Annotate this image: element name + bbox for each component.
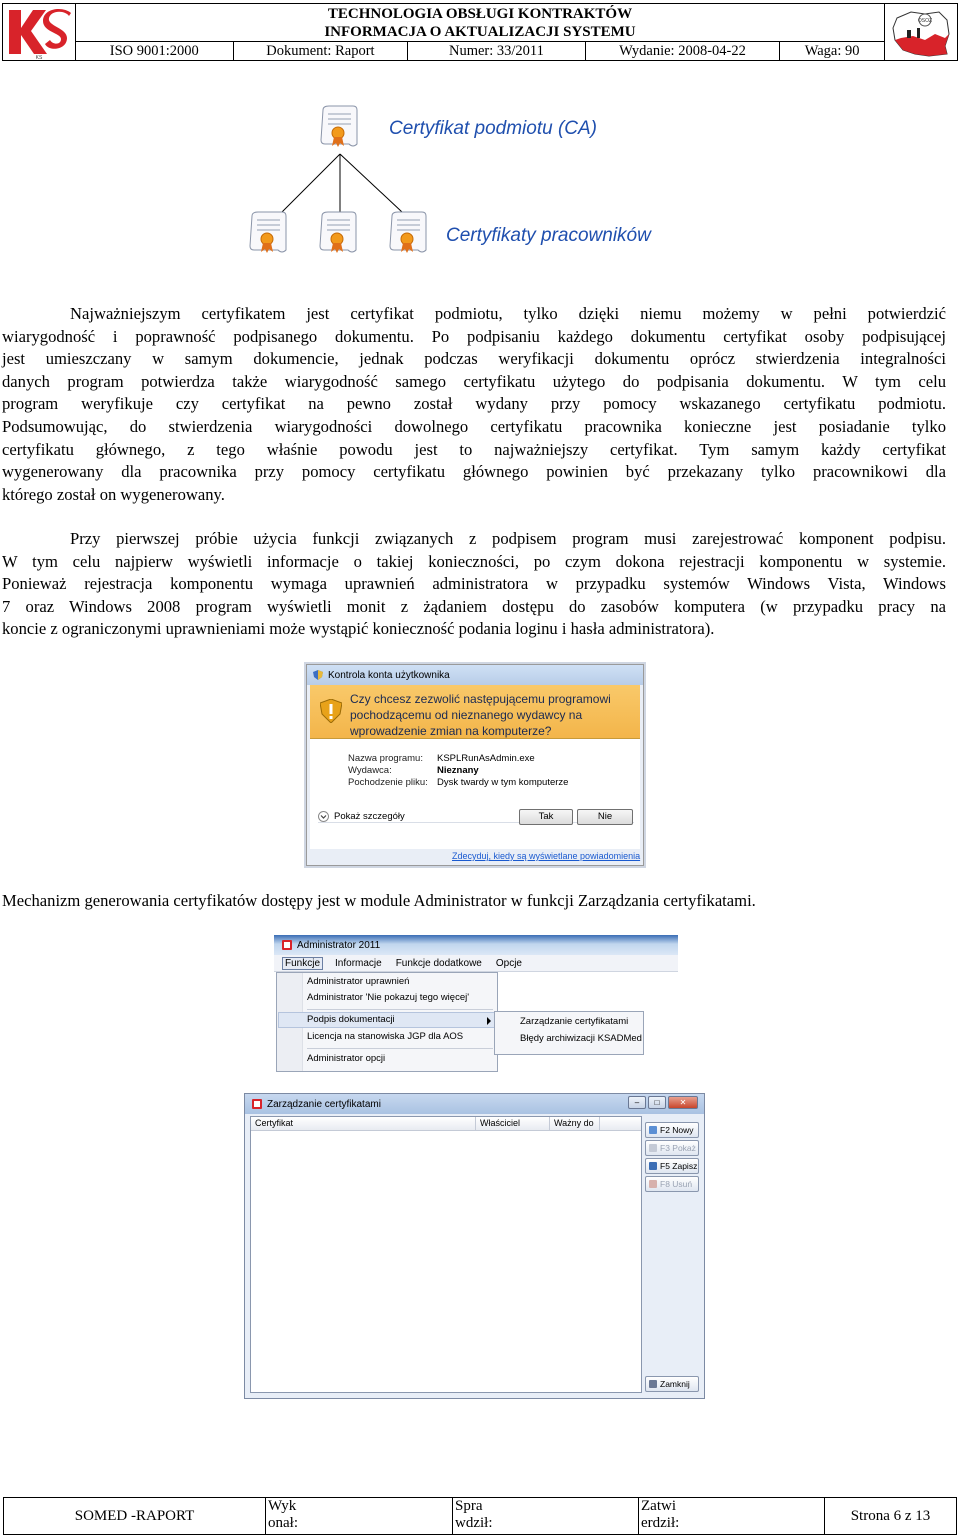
uac-question-line: wprowadzenie zmian na komputerze? [350,724,552,738]
text-line: koncie z ograniczonymi uprawnieniami może wystąpić konieczność podania loginu i hasła administratora). [2,619,715,639]
uac-program-info [348,753,568,789]
header-meta-row [76,42,884,60]
uac-warning-banner [310,685,640,739]
text-line: program weryfikuje czy certyfikat na pewno został wydany przy pomocy wskazanego certyfikatu podmiotu. [2,394,946,414]
uac-field-value: KSPLRunAsAdmin.exe [437,753,535,764]
submenu-arrow-icon [487,1017,491,1025]
text-line: wygenerowany dla pracownika przy pomocy certyfikatu głównego powinien być przekazany tylko pracownikowi dla [2,462,946,482]
menu-options[interactable]: Opcje [495,957,522,969]
warning-shield-icon [320,699,342,723]
close-button-label: Zamknij [660,1379,690,1389]
admin-menubar [274,955,678,972]
uac-field-key: Wydawca: [348,765,392,776]
menu-functions[interactable]: Funkcje [282,957,323,970]
ks-logo [3,4,76,60]
save-button-label: F5 Zapisz [660,1161,698,1171]
uac-body [310,739,640,849]
header-number: Numer: 33/2011 [408,42,586,60]
column-valid-to[interactable]: Ważny do [550,1117,600,1130]
footer-approved: Zatwi erdził: [639,1498,825,1534]
delete-certificate-button[interactable] [645,1176,699,1192]
cert-manager-title: Zarządzanie certyfikatami [267,1098,381,1110]
text-line: którego został on wygenerowany. [2,484,225,504]
header-weight: Waga: 90 [804,43,860,59]
window-controls [628,1096,698,1109]
text-line: jest umieszczany w samym dokumencie, jednak podczas weryfikacji dokumentu oprócz stwierdzenia integralności [2,349,946,369]
uac-question-line: Czy chcesz zezwolić następującemu programowi [350,692,611,706]
text-line: Ponieważ rejestracja komponentu wymaga uprawnień administratora w przypadku systemów Windows Vista, Windows [2,574,946,594]
close-button[interactable] [645,1376,699,1392]
document-footer [3,1497,957,1535]
text-line: W tym celu najpierw wyświetli informacje o takiej konieczności, po czym dokona rejestracji komponentu w systemie. [2,551,946,571]
svg-text:OSOZ: OSOZ [917,18,933,24]
cert-manager-titlebar [245,1094,704,1114]
uac-question-line: pochodzącemu od nieznanego wydawcy na [350,708,583,722]
minimize-icon[interactable]: – [628,1096,646,1109]
functions-dropdown [276,972,498,1072]
save-icon [649,1162,657,1170]
maximize-icon[interactable]: □ [648,1096,666,1109]
show-details-toggle[interactable] [318,811,405,822]
uac-field-row [348,765,568,777]
uac-question [350,691,611,739]
show-details-label: Pokaż szczegóły [334,811,405,822]
header-edition: Wydanie: 2008-04-22 [586,42,781,60]
employee-certificates-label: Certyfikaty pracowników [446,225,651,246]
document-header [2,3,958,61]
menu-item-options-admin[interactable]: Administrator opcji [307,1053,386,1064]
menu-information[interactable]: Informacje [335,957,382,969]
app-icon [252,1099,262,1109]
shield-icon [313,670,323,680]
paragraph-admin-module [2,890,946,913]
app-icon [282,940,292,950]
uac-field-row [348,753,568,765]
show-certificate-button[interactable] [645,1140,699,1156]
diagram-connector-right [340,154,402,212]
yes-button[interactable]: Tak [519,809,573,825]
text-line: 7 oraz Windows 2008 program wyświetli monit z żądaniem dostępu do zasobów komputera (w przypadku pracy na [2,596,946,616]
close-icon[interactable]: ✕ [668,1096,698,1109]
footer-executed: Wyk onał: [266,1498,453,1534]
header-title-line2: INFORMACJA O AKTUALIZACJI SYSTEMU [324,24,636,40]
header-iso: ISO 9001:2000 [76,42,234,60]
menu-additional-functions[interactable]: Funkcje dodatkowe [395,957,482,969]
admin-title: Administrator 2011 [297,939,381,951]
menu-item-jgp-license[interactable]: Licencja na stanowiska JGP dla AOS [307,1031,464,1042]
uac-field-value: Nieznany [437,765,479,776]
certificate-manager-screenshot [244,1093,705,1399]
paragraph-ca-importance [2,303,946,506]
paragraph-component-registration [2,528,946,641]
notification-settings-link[interactable]: Zdecyduj, kiedy są wyświetlane powiadomienia [452,851,641,861]
column-certificate[interactable]: Certyfikat [251,1117,476,1130]
employee-certificate-icon [390,212,426,253]
new-icon [649,1126,657,1134]
menu-separator [307,1009,493,1010]
uac-field-key: Pochodzenie pliku: [348,777,428,788]
admin-titlebar [274,935,678,955]
footer-page-number: Strona 6 z 13 [850,1508,931,1524]
svg-text:KS: KS [35,55,43,60]
uac-field-value: Dysk twardy w tym komputerze [437,777,569,788]
delete-icon [649,1180,657,1188]
osoz-logo [884,4,957,60]
text-line: Przy pierwszej próbie użycia funkcji związanych z podpisem program musi zarejestrować komponent podpisu. [70,529,946,548]
text-line: Mechanizm generowania certyfikatów dostępy jest w module Administrator w funkcji Zarządzania certyfikatami. [2,891,756,910]
column-owner[interactable]: Właściciel [476,1117,550,1130]
header-title [76,4,884,42]
header-title-line1: TECHNOLOGIA OBSŁUGI KONTRAKTÓW [327,6,633,22]
menu-item-archive-errors[interactable]: Błędy archiwizacji KSADMed [520,1033,642,1044]
close-door-icon [649,1380,657,1388]
diagram-connector-left [282,154,340,212]
text-line: wiarygodność i poprawność podpisanego dokumentu. Po podpisaniu każdego dokumentu certyfikat osoby podpisującej [2,326,946,346]
new-button-label: F2 Nowy [660,1125,694,1135]
menu-item-certificate-management[interactable]: Zarządzanie certyfikatami [520,1016,629,1027]
show-icon [649,1144,657,1152]
show-button-label: F3 Pokaż [660,1143,696,1153]
menu-item-document-signature[interactable]: Podpis dokumentacji [307,1014,395,1025]
menu-separator [307,1048,493,1049]
text-line: danych program potwierdza także wiarygodność samego certyfikatu użytego do podpisania dokumentu. W tym celu [2,371,946,391]
footer-checked: Spra wdził: [453,1498,639,1534]
ks-logo-icon [3,4,75,60]
certificate-list-header [251,1117,641,1131]
signature-submenu [494,1011,644,1055]
header-document: Dokument: Raport [234,42,409,60]
text-line: Podsumowując, do stwierdzenia wiarygodności dowolnego certyfikatu pracownika konieczne jest posiadanie tylko [2,416,946,436]
uac-titlebar [307,665,643,685]
new-certificate-button[interactable] [645,1122,699,1138]
footer-company: SOMED -RAPORT [4,1498,266,1534]
uac-dialog-screenshot [306,664,644,866]
chevron-down-icon [318,811,329,822]
administrator-menu-screenshot [274,935,678,1072]
uac-field-row [348,777,568,789]
employee-certificate-icon [250,212,286,253]
delete-button-label: F8 Usuń [660,1179,693,1189]
no-button[interactable]: Nie [577,809,633,825]
save-certificate-button[interactable] [645,1158,699,1174]
employee-certificate-icon [320,212,356,253]
poland-map-icon [885,4,957,60]
uac-field-key: Nazwa programu: [348,753,423,764]
menu-item-dont-show-admin[interactable]: Administrator 'Nie pokazuj tego więcej' [307,992,470,1003]
text-line: certyfikatu głównego, z tego właśnie powodu jest to najważniejszy certyfikat. Tym samym każdy certyfikat [2,439,946,459]
root-certificate-icon [321,106,357,147]
menu-item-permissions-admin[interactable]: Administrator uprawnień [307,976,410,987]
certificate-list[interactable] [250,1116,642,1393]
root-certificate-label: Certyfikat podmiotu (CA) [389,118,598,139]
uac-title: Kontrola konta użytkownika [328,669,450,681]
text-line: Najważniejszym certyfikatem jest certyfikat podmiotu, tylko dzięki niemu możemy w pełni potwierdzić [70,304,946,323]
